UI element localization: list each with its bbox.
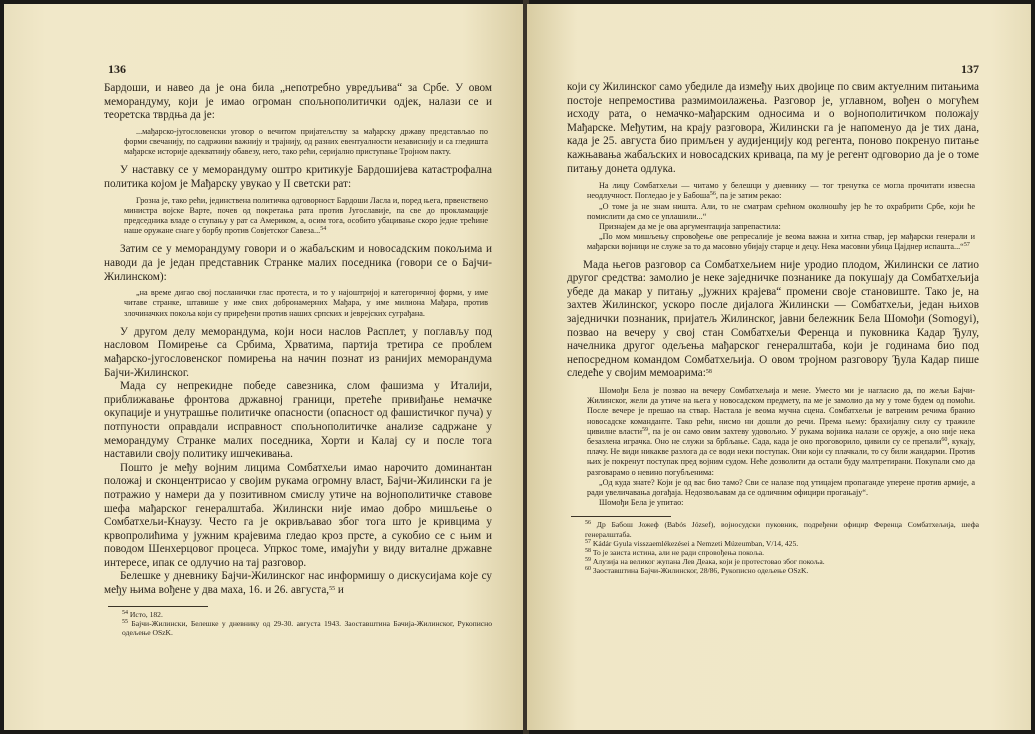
quote-text: , па је он само овим захтеву удовољио. У рукама војника налази се оружје, а оно није нека безазлена играчка. Оно не служи за брбљање. Сада, када је оно проговорило, цивили су се препали <box>587 426 975 446</box>
paragraph: који су Жилинског само убедиле да између њих двојице по свим актуелним питањима постоје непремостива размимоилажења. Разговор је, углавном, вођен о могућем исходу рата, о немачко-мађарским односима и о војнополитичком положају Мађарске. Међутим, на крају разговора, Жилински га је напоменуо да је тих дана, када је 25. августа био примљен у аудијенцију код регента, поново покренуо питање кажњавања жабаљских и новосадских криваца, па му је регент одговорио да је о томе питању донета одлука. <box>567 81 979 175</box>
footnote <box>104 610 492 619</box>
footnote-number: 55 <box>122 618 128 625</box>
footnote-text: Заоставштина Бајчи-Жилинског, 28/86, Рукописно одељење OSzK. <box>592 566 809 576</box>
footnote-number: 58 <box>585 547 591 554</box>
block-quote <box>567 232 979 252</box>
left-page <box>4 4 525 730</box>
footnote-text: Др Бабош Јожеф (Babós József), војносудски пуковник, подређени официр Ференца Сомбатхељија, шефа генералштаба. <box>585 520 980 539</box>
footnote-divider <box>571 516 671 517</box>
footnote <box>567 548 979 557</box>
footnote <box>567 539 979 548</box>
paragraph: Бардоши, и навео да је она била „непотребно увредљива“ за Србе. У овом меморандуму, који је имао огроман спољнополитички одјек, налази се и теоретска тврдња да је: <box>104 82 492 122</box>
block-quote <box>567 386 979 478</box>
footnote <box>567 566 979 575</box>
footnote-ref: 56 <box>709 191 716 198</box>
footnote-text: То је заиста истина, али не ради спровођења покоља. <box>592 547 765 557</box>
paragraph-text: Белешке у дневнику Бајчи-Жилинског нас информишу о дискусијама које су међу њима вођене у два маха, 16. и 26. августа, <box>104 570 492 597</box>
paragraph: Пошто је међу војним лицима Сомбатхељи имао нарочито доминантан положај и сконцентрисао у својим рукама огромну власт, Бајчи-Жилински га је потражио у намери да у позитивном смислу утиче на војнополитичке ставове шефа мађарског генералштаба. Жилински није имао добро мишљење о Сомбатхељи-Кнаузу. Често га је окривљавао због тога што је кривцима у крвопролићима у јужним крајевима гледао кроз прсте, а сукобио се с њим и поводом Шенхерцовог процеса. Упркос томе, имајући у виду виталне државне интересе, ипак се одлучио на тај разговор. <box>104 461 492 569</box>
quote-text: Шомођи Бела је позвао на вечеру Сомбатхељија и мене. Уместо ми је нагласио да, по жељи Бајчи-Жилинског, жели да утиче на њега у новосадском предмету, па ме је замолио да му у томе будем од помоћи. После вечере је прешао на ствар. Настала је веома мучна сцена. Сомбатхељи је ватреним речима бранио новосадске команданте. Тако рећи, нисмо ни дошли до речи. Према њему: брахијалну силу су тражиле цивилне власти <box>587 385 975 436</box>
footnote-number: 60 <box>585 566 591 573</box>
paragraph <box>567 259 979 381</box>
paragraph: Затим се у меморандуму говори и о жабаљским и новосадским покољима и наводи да је један представник Странке малих поседника (говори се о Бајчи-Жилинском): <box>104 243 492 283</box>
footnote-ref: 55 <box>329 586 336 593</box>
right-page-text <box>567 81 979 576</box>
right-page <box>527 4 1031 730</box>
left-page-text <box>104 82 492 637</box>
footnote-ref: 59 <box>641 426 648 433</box>
paragraph-text: Мада његов разговор са Сомбатхељием није уродио плодом, Жилински се латио другог средства: замолио је неке заједничке познанике да покушају да Сомбатхељија убеде да макар у питању „јужних крајева“ промени своје становиште. Тако је, на захтев Жилинског, ускоро после дијалога Жилински — Сомбатхељи, један њихов заједнички познаник, пријатељ Жилинског, јавни бележник Бела Шомођи (Somogyi), позвао на вечеру у свој стан Сомбатхељи Ференца и пуковника Кадар Ђулу, начелника другог одељења мађарског генералштаба, који је годинама био под непосредном командом Сомбатхељија. О овом тројном разговору Ђула Кадар пише следеће у својим мемоарима: <box>567 258 979 380</box>
paragraph-text: и <box>335 584 344 597</box>
footnote-ref: 57 <box>963 242 970 249</box>
quote-text: , кукају, плачу. Не види никакве разлога да се води неки поступак. Они који су плачкали, то су били жандарми. Против њих је покренут поступак пред војним судом. Неће дозволити да остали буду малтретирани. Покупали смо да разговарамо о невино погубљенима: <box>587 436 975 477</box>
paragraph: У наставку се у меморандуму оштро критикује Бардошијева катастрофална политика којом је Мађарску увукао у II светски рат: <box>104 164 492 190</box>
footnote <box>567 520 979 538</box>
quote-text: „По мом мишљењу спровођење ове репресалије је веома важна и хитна ствар, јер мађарски генерали и мађарски војници не служе за то да масовно убијају старце и децу. Нека масовни убица Цајднер испашта...“ <box>587 232 975 252</box>
block-quote: Шомођи Бела је упитао: <box>599 498 684 508</box>
footnote-number: 54 <box>122 609 128 616</box>
page-number-left: 136 <box>108 62 126 76</box>
paragraph: У другом делу меморандума, који носи наслов Расплет, у поглављу под насловом Помирење са Србима, Хрватима, партија третира се проблем мађарско-југословенског помирења на начин познат из ранијих меморандума Бајчи-Жилинског. <box>104 325 492 379</box>
footnote-text: Алузија на великог жупана Лев Деака, који је протестовао због покоља. <box>592 557 825 567</box>
footnote-number: 56 <box>585 520 591 527</box>
footnote-number: 59 <box>585 557 591 564</box>
block-quote <box>104 196 492 237</box>
block-quote: „на време дигао свој посланички глас протеста, и то у најоштријој и категоричној форми, у име читаве странке, штавише у име свих добронамерних Мађара, у име милиона Мађара, против злочиначких покоља који су приређени против наших српских и јеврејских суграђана. <box>124 288 488 318</box>
quote-text: На лицу Сомбатхељи — читамо у белешци у дневнику — тог тренутка се могла прочитати извесна неодлучност. Погледао је у Бабоша <box>587 181 975 201</box>
footnote-divider <box>108 606 208 607</box>
footnote <box>104 619 492 637</box>
block-quote <box>567 181 979 201</box>
footnote-text: Бајчи-Жилински, Белешке у дневнику од 29-30. августа 1943. Заоставштина Бачија-Жилинског, Рукописно одељење OSzK. <box>122 618 492 638</box>
quote-text: Грозна је, тако рећи, јединствена политичка одговорност Бардоши Ласла и, поред њега, првенствено министра војске Варте, почев од покретања рата против Југославије, па све до прокламације председника владе о ступању у рат са Америком, а, осим тога, особито убацивање скоро једне трећине наше оружане снаге у борбу против Совјетског Савеза... <box>124 195 488 236</box>
footnote-ref: 58 <box>705 369 712 376</box>
block-quote: Признајем да ме је ова аргументација запрепастила: <box>599 221 781 231</box>
footnote-text: Kádár Gyula visszaemlékezései a Nemzeti Múzeumban, V/14, 425. <box>592 538 799 548</box>
footnote-number: 57 <box>585 538 591 545</box>
footnote-ref: 54 <box>320 226 327 233</box>
block-quote: ...мађарско-југословенски уговор о вечитом пријатељству за мађарску државу представљао по форми свечанију, по садржини важнију и трајнију, од разних евентуалности независнију и са гледишта мађарске историје адекватнију обавезу, него, тако рећи, серијално приступање Тројном пакту. <box>124 126 488 157</box>
block-quote: „О томе ја не знам ништа. Али, то не сматрам срећном околношћу јер ће то охрабрити Србе, који ће помислити да смо се уплашили...“ <box>587 201 975 221</box>
footnote-ref: 60 <box>941 436 948 443</box>
block-quote: „Од куда знате? Који је од вас био тамо? Сви се налазе под утицајем пропаганде уперене против армије, а ради увеличавања догађаја. Недозвољавам да се одличним официри прогањају“. <box>587 477 975 497</box>
quote-text: , па је затим рекао: <box>715 191 782 201</box>
page-number-right: 137 <box>961 62 979 76</box>
paragraph: Мада су непрекидне победе савезника, слом фашизма у Италији, приближавање фронтова државној граници, претеће привиђање немачке окупације и унутрашње политичке опасности (опасност од фашистичког пуча) у потпуности оправдали исправност спољнополитичке анализе садржане у меморандуму Странке малих поседника, Хорти и Калај су и после тога наставили своју политику ишчекивања. <box>104 380 492 461</box>
footnote <box>567 557 979 566</box>
paragraph <box>104 570 492 597</box>
footnote-text: Исто, 182. <box>129 609 163 619</box>
